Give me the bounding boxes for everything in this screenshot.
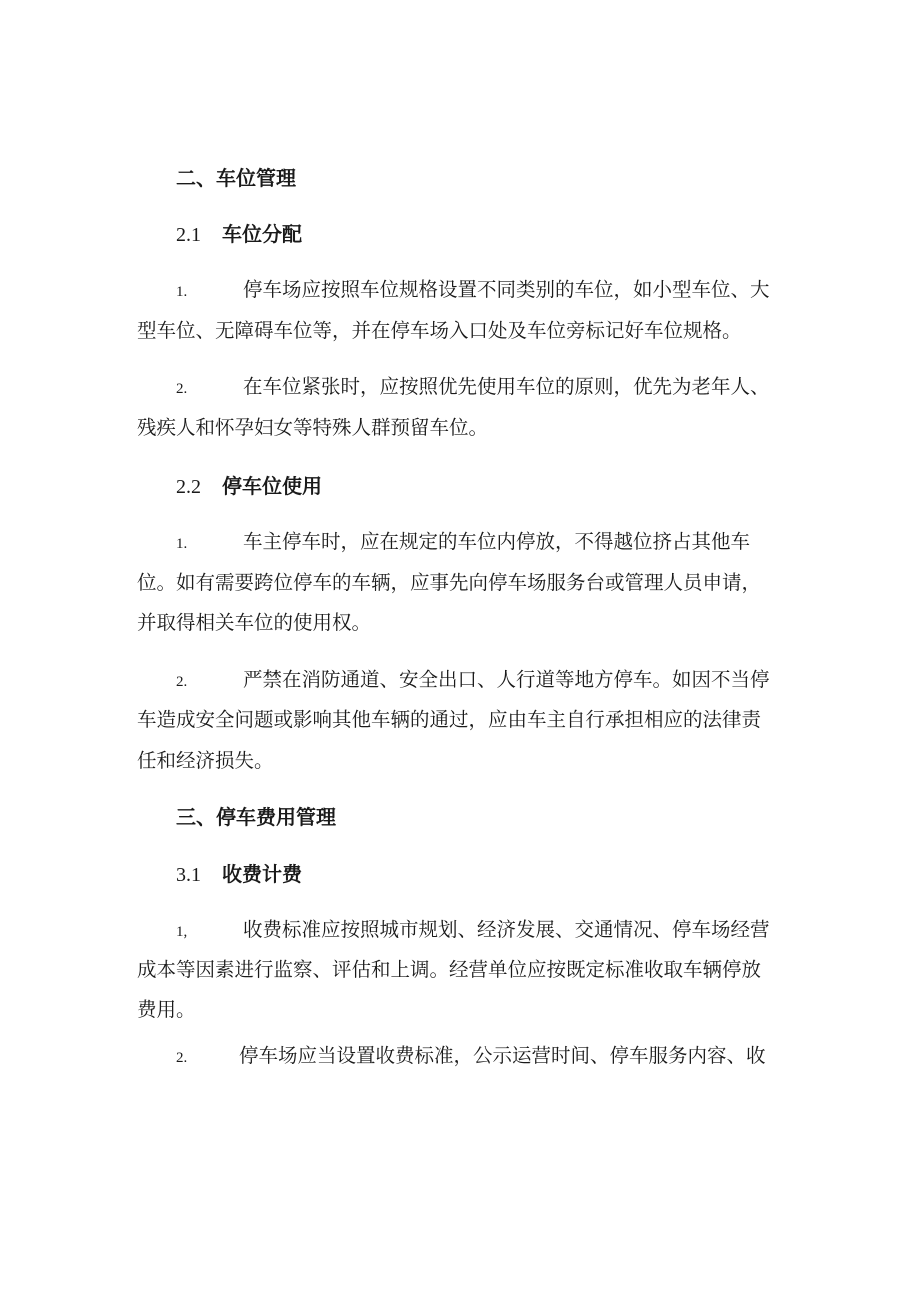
paragraph-line: 车造成安全问题或影响其他车辆的通过，应由车主自行承担相应的法律责 bbox=[137, 708, 762, 731]
item-number: 1. bbox=[176, 284, 188, 300]
subsection-title: 收费计费 bbox=[222, 862, 302, 886]
section-heading-3: 三、停车费用管理 bbox=[176, 805, 336, 829]
paragraph-line: 车主停车时，应在规定的车位内停放，不得越位挤占其他车 bbox=[243, 530, 751, 553]
paragraph-line: 成本等因素进行监察、评估和上调。经营单位应按既定标准收取车辆停放 bbox=[137, 958, 762, 981]
paragraph-line: 任和经济损失。 bbox=[137, 749, 274, 772]
paragraph-line: 位。如有需要跨位停车的车辆，应事先向停车场服务台或管理人员申请， bbox=[137, 571, 762, 594]
item-number: 1. bbox=[176, 536, 188, 552]
paragraph-line: 严禁在消防通道、安全出口、人行道等地方停车。如因不当停 bbox=[243, 668, 770, 691]
subsection-heading-2-2 bbox=[176, 474, 322, 499]
subsection-title: 停车位使用 bbox=[222, 474, 322, 498]
item-number: 2. bbox=[176, 381, 188, 397]
subsection-number: 2.2 bbox=[176, 476, 201, 498]
subsection-heading-2-1 bbox=[176, 222, 302, 247]
subsection-number: 3.1 bbox=[176, 864, 201, 886]
paragraph-line: 停车场应当设置收费标准，公示运营时间、停车服务内容、收 bbox=[239, 1044, 766, 1067]
item-number: 2. bbox=[176, 674, 188, 690]
subsection-title: 车位分配 bbox=[222, 222, 302, 246]
item-number: 1, bbox=[176, 924, 188, 940]
subsection-number: 2.1 bbox=[176, 224, 201, 246]
paragraph-line: 停车场应按照车位规格设置不同类别的车位，如小型车位、大 bbox=[243, 278, 770, 301]
paragraph-line: 收费标准应按照城市规划、经济发展、交通情况、停车场经营 bbox=[243, 918, 770, 941]
item-number: 2. bbox=[176, 1050, 188, 1066]
section-heading-2: 二、车位管理 bbox=[176, 166, 296, 190]
paragraph-line: 费用。 bbox=[137, 998, 196, 1021]
paragraph-line: 型车位、无障碍车位等，并在停车场入口处及车位旁标记好车位规格。 bbox=[137, 319, 742, 342]
paragraph-line: 残疾人和怀孕妇女等特殊人群预留车位。 bbox=[137, 416, 489, 439]
paragraph-line: 在车位紧张时，应按照优先使用车位的原则，优先为老年人、 bbox=[243, 375, 770, 398]
paragraph-line: 并取得相关车位的使用权。 bbox=[137, 611, 372, 634]
subsection-heading-3-1 bbox=[176, 862, 302, 887]
